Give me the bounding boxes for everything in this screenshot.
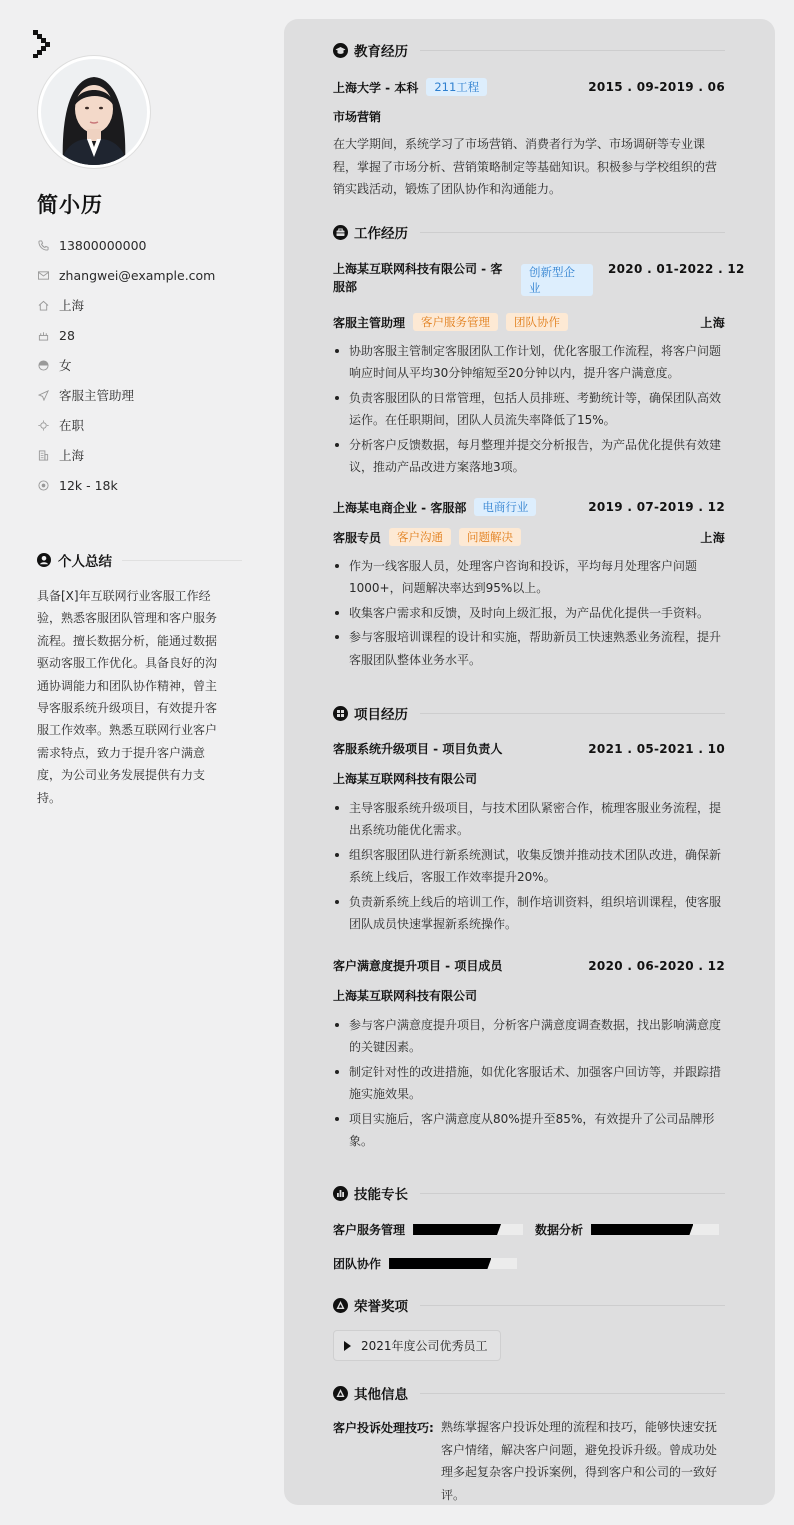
triangle-right-icon <box>344 1341 351 1351</box>
job-date: 2019 . 07-2019 . 12 <box>588 500 725 514</box>
info-age: 28 <box>38 320 215 350</box>
list-item: 协助客服主管制定客服团队工作计划，优化客服工作流程，将客户问题响应时间从平均30分钟缩短至20分钟以内，提升客户满意度。 <box>333 340 727 385</box>
job-city: 上海 <box>700 530 725 545</box>
home-icon <box>38 300 49 311</box>
project-row <box>333 957 725 974</box>
building-icon <box>38 450 49 461</box>
main-panel <box>284 19 775 1505</box>
job-company: 上海某电商企业 - 客服部 <box>333 500 467 515</box>
divider <box>420 1305 725 1306</box>
work-heading: 工作经历 <box>333 222 725 242</box>
project-company: 上海某互联网科技有限公司 <box>333 989 478 1003</box>
list-item: 项目实施后，客户满意度从80%提升至85%，有效提升了公司品牌形象。 <box>333 1108 727 1153</box>
user-icon <box>37 553 51 567</box>
project-date: 2021 . 05-2021 . 10 <box>588 741 725 756</box>
education-heading: 教育经历 <box>333 40 725 60</box>
job-bullets <box>333 340 727 480</box>
skill-bar <box>389 1258 517 1269</box>
job-company: 上海某互联网科技有限公司 - 客服部 <box>333 262 503 294</box>
skill-bar-fill <box>389 1258 491 1269</box>
job-role-row <box>333 313 725 331</box>
info-city: 上海 <box>38 440 215 470</box>
award-icon <box>333 1386 348 1401</box>
skill-bar-fill <box>413 1224 501 1235</box>
job-role-row <box>333 528 725 546</box>
gender-icon <box>38 360 49 371</box>
other-label: 客户投诉处理技巧: <box>333 1421 434 1435</box>
avatar-photo <box>41 59 147 165</box>
list-item: 分析客户反馈数据，每月整理并提交分析报告，为产品优化提供有效建议，推动产品改进方案落地3项。 <box>333 434 727 479</box>
job-date: 2020 . 01-2022 . 12 <box>608 262 745 276</box>
skill-tag: 问题解决 <box>459 528 521 546</box>
avatar <box>38 56 150 168</box>
skill-item: 团队协作 <box>333 1255 517 1272</box>
profile-name: 简小历 <box>37 193 103 217</box>
project-row <box>333 740 725 757</box>
summary-text: 具备[X]年互联网行业客服工作经验，熟悉客服团队管理和客户服务流程。擅长数据分析，能通过数据驱动客服工作优化。具备良好的沟通协调能力和团队协作精神，曾主导客服系统升级项目，有效提升客服工作效率。熟悉互联网行业客户需求特点，致力于提升客户满意度，为公司业务发展提供有力支持。 <box>37 589 218 805</box>
summary-heading: 个人总结 <box>37 550 242 570</box>
bar-chart-icon <box>333 1186 348 1201</box>
skill-tag: 客户沟通 <box>389 528 451 546</box>
project-name: 客服系统升级项目 - 项目负责人 <box>333 742 503 756</box>
skill-tag: 团队协作 <box>506 313 568 331</box>
job-tag: 电商行业 <box>474 498 536 516</box>
divider <box>420 232 725 233</box>
age-icon <box>38 330 49 341</box>
skill-bar-fill <box>591 1224 693 1235</box>
info-home: 上海 <box>38 290 215 320</box>
project-name: 客户满意度提升项目 - 项目成员 <box>333 959 503 973</box>
sidebar <box>0 0 284 1525</box>
divider <box>420 1193 725 1194</box>
list-item: 负责客服团队的日常管理，包括人员排班、考勤统计等，确保团队高效运作。在任职期间，团队人员流失率降低了15%。 <box>333 387 727 432</box>
award-item[interactable]: 2021年度公司优秀员工 <box>333 1330 501 1361</box>
project-date: 2020 . 06-2020 . 12 <box>588 958 725 973</box>
divider <box>420 713 725 714</box>
project-bullets <box>333 797 727 937</box>
awards-heading: 荣誉奖项 <box>333 1295 725 1315</box>
list-item: 负责新系统上线后的培训工作，制作培训资料，组织培训课程，使客服团队成员快速掌握新系统操作。 <box>333 891 727 936</box>
list-item: 收集客户需求和反馈，及时向上级汇报，为产品优化提供一手资料。 <box>333 602 727 624</box>
skill-bar <box>413 1224 523 1235</box>
divider <box>420 1393 725 1394</box>
job-city: 上海 <box>700 315 725 330</box>
education-row <box>333 78 725 96</box>
logo-icon <box>33 30 51 58</box>
job-role: 客服专员 <box>333 530 382 545</box>
skill-item: 客户服务管理 <box>333 1221 523 1238</box>
projects-heading: 项目经历 <box>333 703 725 723</box>
education-description: 在大学期间，系统学习了市场营销、消费者行为学、市场调研等专业课程，掌握了市场分析、营销策略制定等基础知识。积极参与学校组织的营销实践活动，锻炼了团队协作和沟通能力。 <box>333 137 718 196</box>
education-major: 市场营销 <box>333 110 382 124</box>
award-icon <box>333 1298 348 1313</box>
salary-icon <box>38 480 49 491</box>
info-gender: 女 <box>38 350 215 380</box>
project-bullets <box>333 1014 727 1154</box>
divider <box>420 50 725 51</box>
status-icon <box>38 420 49 431</box>
grid-icon <box>333 706 348 721</box>
info-email: zhangwei@example.com <box>38 260 215 290</box>
list-item: 参与客服培训课程的设计和实施，帮助新员工快速熟悉业务流程，提升客服团队整体业务水平。 <box>333 626 727 671</box>
list-item: 参与客户满意度提升项目，分析客户满意度调查数据，找出影响满意度的关键因素。 <box>333 1014 727 1059</box>
briefcase-icon <box>333 225 348 240</box>
info-phone: 13800000000 <box>38 230 215 260</box>
job-role: 客服主管助理 <box>333 315 406 330</box>
phone-icon <box>38 240 49 251</box>
contact-info-list <box>38 230 215 500</box>
skills-heading: 技能专长 <box>333 1183 725 1203</box>
project-company: 上海某互联网科技有限公司 <box>333 772 478 786</box>
graduation-cap-icon <box>333 43 348 58</box>
list-item: 作为一线客服人员，处理客户咨询和投诉，平均每月处理客户问题1000+，问题解决率达到95%以上。 <box>333 555 727 600</box>
school-name: 上海大学 - 本科 <box>333 80 419 95</box>
list-item: 组织客服团队进行新系统测试，收集反馈并推动技术团队改进，确保新系统上线后，客服工作效率提升20%。 <box>333 844 727 889</box>
job-row <box>333 498 725 516</box>
job-bullets <box>333 555 727 673</box>
list-item: 主导客服系统升级项目，与技术团队紧密合作，梳理客服业务流程，提出系统功能优化需求。 <box>333 797 727 842</box>
divider <box>122 560 242 561</box>
skill-bar <box>591 1224 719 1235</box>
education-date: 2015 . 09-2019 . 06 <box>588 80 725 94</box>
skill-item: 数据分析 <box>535 1221 719 1238</box>
other-heading: 其他信息 <box>333 1383 725 1403</box>
school-tag: 211工程 <box>426 78 487 96</box>
position-icon <box>38 390 49 401</box>
list-item: 制定针对性的改进措施，如优化客服话术、加强客户回访等，并跟踪措施实施效果。 <box>333 1061 727 1106</box>
info-position: 客服主管助理 <box>38 380 215 410</box>
other-text: 熟练掌握客户投诉处理的流程和技巧，能够快速安抚客户情绪，解决客户问题，避免投诉升级。曾成功处理多起复杂客户投诉案例，得到客户和公司的一致好评。 <box>441 1420 718 1502</box>
skill-tag: 客户服务管理 <box>413 313 498 331</box>
info-status: 在职 <box>38 410 215 440</box>
job-tag: 创新型企业 <box>521 264 593 296</box>
email-icon <box>38 270 49 281</box>
info-salary: 12k - 18k <box>38 470 215 500</box>
